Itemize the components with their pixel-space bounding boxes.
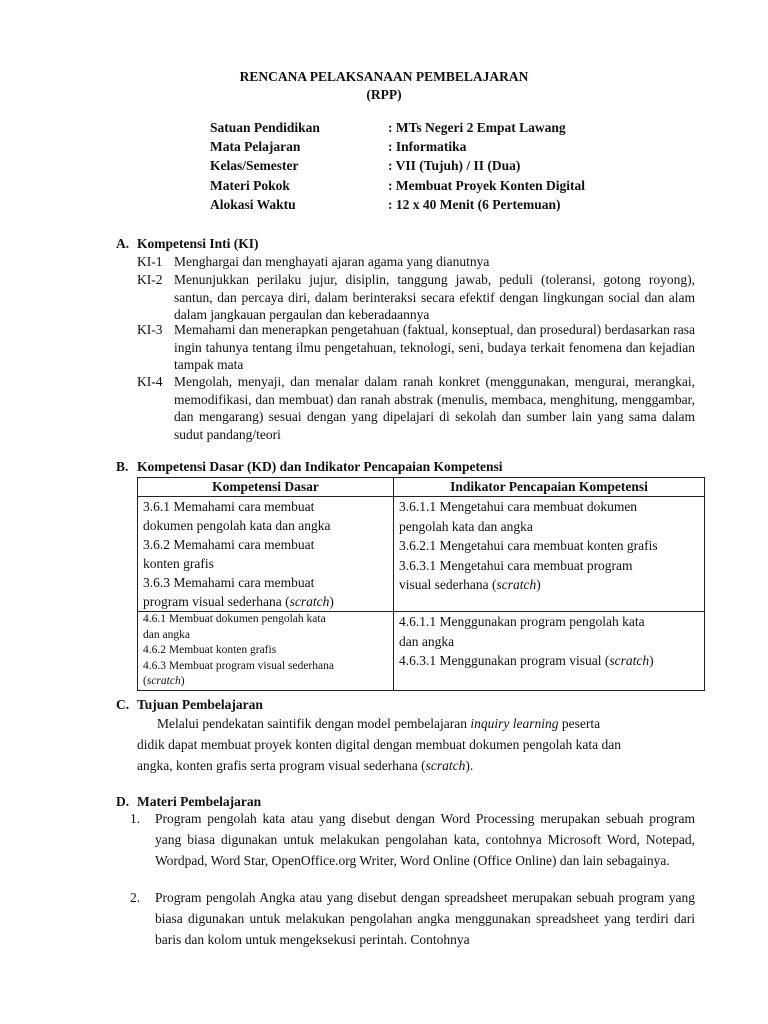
ki-code: KI-4 [137, 374, 163, 389]
ki-text: Menunjukkan perilaku jujur, disiplin, tanggung jawab, peduli (toleransi, gotong royong), santun, dan percaya diri, dalam berinteraksi secara efektif dengan lingkungan social dan alam dalam jangkauan pergaulan dan keberadaannya [174, 272, 695, 323]
indicator-line [399, 575, 699, 595]
indicator-line: 3.6.3.1 Mengetahui cara membuat program [399, 557, 633, 573]
ki-item [137, 373, 695, 443]
list-number: 2. [130, 890, 141, 905]
paragraph-line [137, 713, 695, 734]
objective-paragraph [137, 713, 695, 776]
ki-text: Memahami dan menerapkan pengetahuan (faktual, konseptual, dan prosedural) berdasarkan rasa ingin tahunya tentang ilmu pengetahuan, teknologi, seni, budaya terkait fenomena dan kejadian tampak mata [174, 322, 695, 373]
identity-label: Mata Pelajaran [210, 139, 301, 154]
identity-label: Satuan Pendidikan [210, 120, 320, 135]
table-header-row [138, 478, 705, 497]
indicator-line: dan angka [399, 633, 455, 649]
indicator-line [399, 651, 699, 671]
text-run: angka, konten grafis serta program visual sederhana ( [137, 758, 426, 773]
identity-label: Materi Pokok [210, 178, 290, 193]
paragraph-line: didik dapat membuat proyek konten digital dengan membuat dokumen pengolah kata dan [137, 737, 621, 752]
section-letter: D. [116, 794, 130, 809]
text-run: visual sederhana ( [399, 577, 497, 592]
kd-line: dokumen pengolah kata dan angka [143, 518, 331, 533]
list-text: Program pengolah kata atau yang disebut dengan Word Processing merupakan sebuah program yang biasa digunakan untuk melakukan pengolahan kata, contohnya Microsoft Word, Notepad, Wordpad, Word Star, OpenOffice.org Writer, Word Online (Office Online) dan lain sebagainya. [155, 811, 695, 868]
kd-cell [138, 612, 394, 691]
kd-line: 3.6.2 Memahami cara membuat [143, 537, 315, 552]
kd-cell [138, 497, 394, 612]
text-run: program visual sederhana ( [143, 594, 290, 609]
section-title: Tujuan Pembelajaran [137, 697, 263, 712]
list-item [130, 887, 695, 950]
section-letter: A. [116, 236, 130, 251]
kd-line [143, 592, 388, 611]
ki-item [137, 321, 695, 374]
kd-line: 3.6.1 Memahami cara membuat [143, 499, 315, 514]
table-row [138, 497, 705, 612]
section-title: Kompetensi Dasar (KD) dan Indikator Pencapaian Kompetensi [137, 459, 503, 474]
indicator-line: 3.6.2.1 Mengetahui cara membuat konten grafis [399, 538, 658, 553]
text-run: ) [649, 653, 654, 668]
kd-line: 4.6.1 Membuat dokumen pengolah kata [143, 613, 326, 625]
indicator-line: 4.6.1.1 Menggunakan program pengolah kata [399, 614, 645, 629]
paragraph-line [137, 755, 695, 776]
text-run: 4.6.3.1 Menggunakan program visual ( [399, 653, 610, 668]
table-row [138, 612, 705, 691]
text-run: ) [329, 594, 334, 609]
text-run: ( [143, 675, 147, 687]
ki-item [137, 253, 695, 271]
kd-line: 4.6.3 Membuat program visual sederhana [143, 659, 334, 672]
column-header: Indikator Pencapaian Kompetensi [394, 478, 705, 497]
italic-term: scratch [609, 653, 650, 668]
identity-label: Alokasi Waktu [210, 197, 296, 212]
kd-line: 3.6.3 Memahami cara membuat [143, 575, 315, 590]
section-letter: B. [116, 459, 129, 474]
identity-value: : Informatika [388, 139, 467, 154]
ki-code: KI-2 [137, 272, 163, 287]
indicator-cell [394, 612, 705, 691]
text-run: ) [536, 577, 541, 592]
identity-value: : Membuat Proyek Konten Digital [388, 178, 585, 193]
italic-term: scratch [496, 577, 537, 592]
kd-line: dan angka [143, 628, 190, 641]
italic-term: scratch [146, 675, 181, 687]
ki-text: Mengolah, menyaji, dan menalar dalam ranah konkret (menggunakan, mengurai, merangkai, memodifikasi, dan membuat) dan ranah abstrak (menulis, membaca, menghitung, menggambar, dan mengarang) sesuai dengan yang dipelajari di sekolah dan sumber lain yang sama dalam sudut pandang/teori [174, 374, 695, 442]
italic-term: scratch [425, 758, 466, 773]
identity-value: : VII (Tujuh) / II (Dua) [388, 158, 521, 173]
indicator-line: pengolah kata dan angka [399, 518, 533, 534]
doc-subtitle: (RPP) [366, 87, 402, 102]
text-run: peserta [558, 716, 601, 731]
section-title: Kompetensi Inti (KI) [137, 236, 259, 251]
identity-value: : MTs Negeri 2 Empat Lawang [388, 120, 566, 135]
ki-item [137, 271, 695, 324]
identity-value: : 12 x 40 Menit (6 Pertemuan) [388, 197, 561, 212]
text-run: ). [465, 758, 474, 773]
ki-text: Menghargai dan menghayati ajaran agama yang dianutnya [174, 254, 490, 269]
column-header: Kompetensi Dasar [138, 478, 394, 497]
list-number: 1. [130, 811, 141, 826]
italic-term: inquiry learning [470, 716, 559, 731]
kd-line: 4.6.2 Membuat konten grafis [143, 644, 277, 656]
section-title: Materi Pembelajaran [137, 794, 262, 809]
indicator-line: 3.6.1.1 Mengetahui cara membuat dokumen [399, 499, 638, 514]
ki-code: KI-1 [137, 254, 163, 269]
kd-table [137, 477, 705, 691]
indicator-cell [394, 497, 705, 612]
text-run: Melalui pendekatan saintifik dengan model pembelajaran [157, 716, 471, 731]
ki-code: KI-3 [137, 322, 163, 337]
doc-title: RENCANA PELAKSANAAN PEMBELAJARAN [239, 69, 529, 84]
identity-label: Kelas/Semester [210, 158, 299, 173]
list-text: Program pengolah Angka atau yang disebut dengan spreadsheet merupakan sebuah program yang biasa digunakan untuk melakukan pengolahan angka menggunakan spreadsheet yang terdiri dari baris dan kolom untuk mengeksekusi perintah. Contohnya [155, 890, 695, 947]
text-run: ) [180, 675, 185, 687]
section-letter: C. [116, 697, 130, 712]
kd-line [143, 674, 388, 690]
italic-term: scratch [289, 594, 330, 609]
kd-line: konten grafis [143, 556, 214, 571]
list-item [130, 808, 695, 871]
